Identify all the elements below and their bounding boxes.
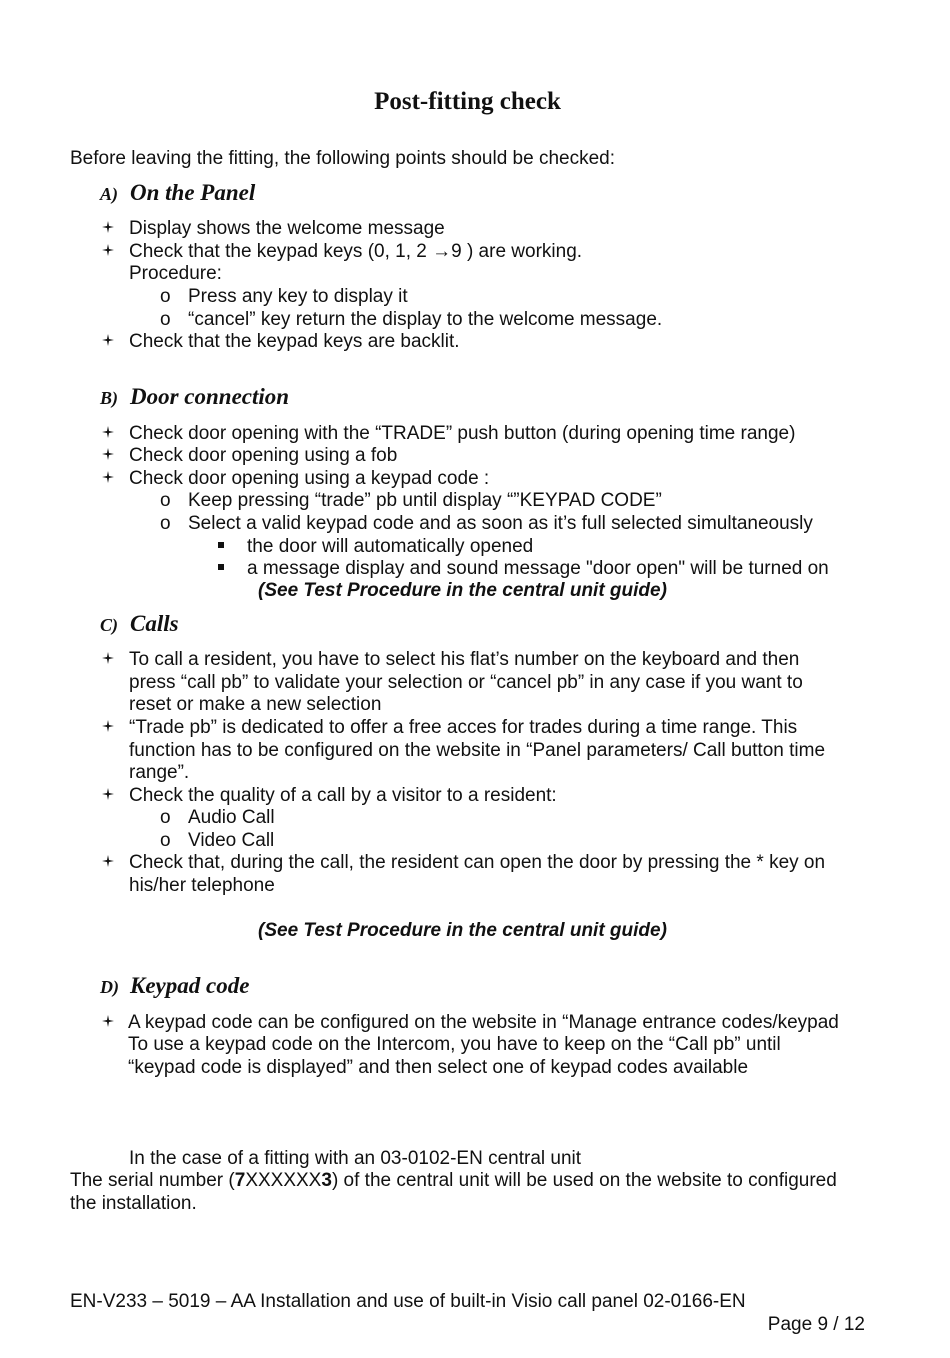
list-item — [102, 240, 583, 263]
section-b-heading — [100, 384, 289, 410]
circle-bullet-icon: o — [160, 513, 171, 534]
list-item-text: Check door opening using a fob — [129, 445, 398, 466]
square-list-item-text: a message display and sound message "door open" will be turned on — [247, 558, 829, 579]
diamond-bullet-icon — [102, 1015, 114, 1027]
diamond-bullet-icon — [102, 221, 114, 233]
list-item-text: Check that, during the call, the resident can open the door by pressing the * key on — [129, 852, 826, 873]
footer-document-id: EN-V233 – 5019 – AA Installation and use of built-in Visio call panel 02-0166-EN — [70, 1291, 746, 1312]
diamond-bullet-icon — [102, 448, 114, 460]
page-number: Page 9 / 12 — [767, 1314, 865, 1335]
list-item-continuation: function has to be configured on the website in “Panel parameters/ Call button time — [129, 740, 826, 761]
list-item-text: Check the quality of a call by a visitor to a resident: — [129, 785, 557, 806]
list-item-continuation: To use a keypad code on the Intercom, you have to keep on the “Call pb” until — [128, 1034, 781, 1055]
diamond-bullet-icon — [102, 855, 114, 867]
list-item — [102, 716, 798, 739]
diamond-bullet-icon — [102, 788, 114, 800]
section-letter: C) — [100, 615, 118, 635]
diamond-bullet-icon — [102, 426, 114, 438]
sub-list-item — [160, 308, 663, 331]
list-item-text: A keypad code can be configured on the website in “Manage entrance codes/keypad — [128, 1012, 839, 1033]
serial-last-digit: 3 — [321, 1170, 332, 1191]
list-item — [102, 648, 800, 671]
list-item — [102, 444, 398, 467]
sub-list-item-text: Select a valid keypad code and as soon as it’s full selected simultaneously — [188, 513, 813, 534]
sub-list-item — [160, 285, 408, 308]
square-list-item-text: the door will automatically opened — [247, 536, 534, 557]
list-item-text: “Trade pb” is dedicated to offer a free acces for trades during a time range. This — [129, 717, 798, 738]
serial-first-digit: 7 — [234, 1170, 246, 1191]
list-item-text: Check door opening with the “TRADE” push button (during opening time range) — [129, 423, 796, 444]
section-title: Keypad code — [130, 973, 250, 998]
list-item — [102, 330, 460, 353]
list-item-continuation: reset or make a new selection — [129, 694, 382, 715]
sub-list-item — [160, 489, 662, 512]
sub-list-item-text: “cancel” key return the display to the welcome message. — [188, 309, 663, 330]
sub-list-item-text: Video Call — [188, 830, 275, 851]
list-item — [102, 851, 826, 874]
diamond-bullet-icon — [102, 652, 114, 664]
section-title: Calls — [130, 611, 179, 636]
see-test-note: (See Test Procedure in the central unit guide) — [258, 580, 667, 601]
sub-list-item — [160, 829, 275, 852]
diamond-bullet-icon — [102, 334, 114, 346]
sub-list-item-text: Keep pressing “trade” pb until display “”KEYPAD CODE” — [188, 490, 662, 511]
see-test-note: (See Test Procedure in the central unit guide) — [258, 920, 667, 941]
serial-number-text — [70, 1169, 837, 1192]
diamond-bullet-icon — [102, 720, 114, 732]
circle-bullet-icon: o — [160, 830, 171, 851]
square-list-item — [218, 557, 829, 580]
list-item-text: Check door opening using a keypad code : — [129, 468, 490, 489]
section-c-heading — [100, 611, 179, 637]
list-item — [102, 1011, 839, 1034]
list-item — [102, 784, 557, 807]
square-list-item — [218, 535, 534, 558]
section-letter: A) — [100, 184, 118, 204]
list-item-text: Display shows the welcome message — [129, 218, 445, 239]
square-bullet-icon — [218, 542, 224, 548]
serial-text-pre: The serial number ( — [70, 1170, 235, 1191]
circle-bullet-icon: o — [160, 286, 171, 307]
list-item-text: Check that the keypad keys (0, 1, 2 →9 ) are working. — [129, 241, 583, 262]
procedure-label: Procedure: — [129, 263, 222, 284]
sub-list-item — [160, 512, 813, 535]
serial-middle: XXXXXX — [245, 1170, 322, 1191]
intro-text: Before leaving the fitting, the following points should be checked: — [70, 148, 616, 169]
section-d-heading — [100, 973, 249, 999]
list-item — [102, 217, 445, 240]
list-item — [102, 467, 490, 490]
sub-list-item-text: Audio Call — [188, 807, 275, 828]
page-title: Post-fitting check — [374, 88, 561, 115]
sub-list-item — [160, 806, 275, 829]
list-item-continuation: range”. — [129, 762, 190, 783]
list-item-continuation: press “call pb” to validate your selection or “cancel pb” in any case if you want to — [129, 672, 803, 693]
section-title: Door connection — [130, 384, 290, 409]
square-bullet-icon — [218, 564, 224, 570]
circle-bullet-icon: o — [160, 309, 171, 330]
section-letter: D) — [100, 977, 119, 997]
diamond-bullet-icon — [102, 244, 114, 256]
list-item — [102, 422, 796, 445]
circle-bullet-icon: o — [160, 807, 171, 828]
serial-number-text-line2: the installation. — [70, 1193, 197, 1214]
serial-text-post: ) of the central unit will be used on the website to configured — [331, 1170, 837, 1191]
list-item-text: To call a resident, you have to select his flat’s number on the keyboard and then — [129, 649, 800, 670]
fitting-note: In the case of a fitting with an 03-0102-EN central unit — [129, 1148, 582, 1169]
section-a-heading — [100, 180, 255, 206]
list-item-text: Check that the keypad keys are backlit. — [129, 331, 460, 352]
section-title: On the Panel — [130, 180, 256, 205]
list-item-continuation: his/her telephone — [129, 875, 275, 896]
diamond-bullet-icon — [102, 471, 114, 483]
section-letter: B) — [100, 388, 118, 408]
sub-list-item-text: Press any key to display it — [188, 286, 408, 307]
circle-bullet-icon: o — [160, 490, 171, 511]
list-item-continuation: “keypad code is displayed” and then select one of keypad codes available — [128, 1057, 749, 1078]
